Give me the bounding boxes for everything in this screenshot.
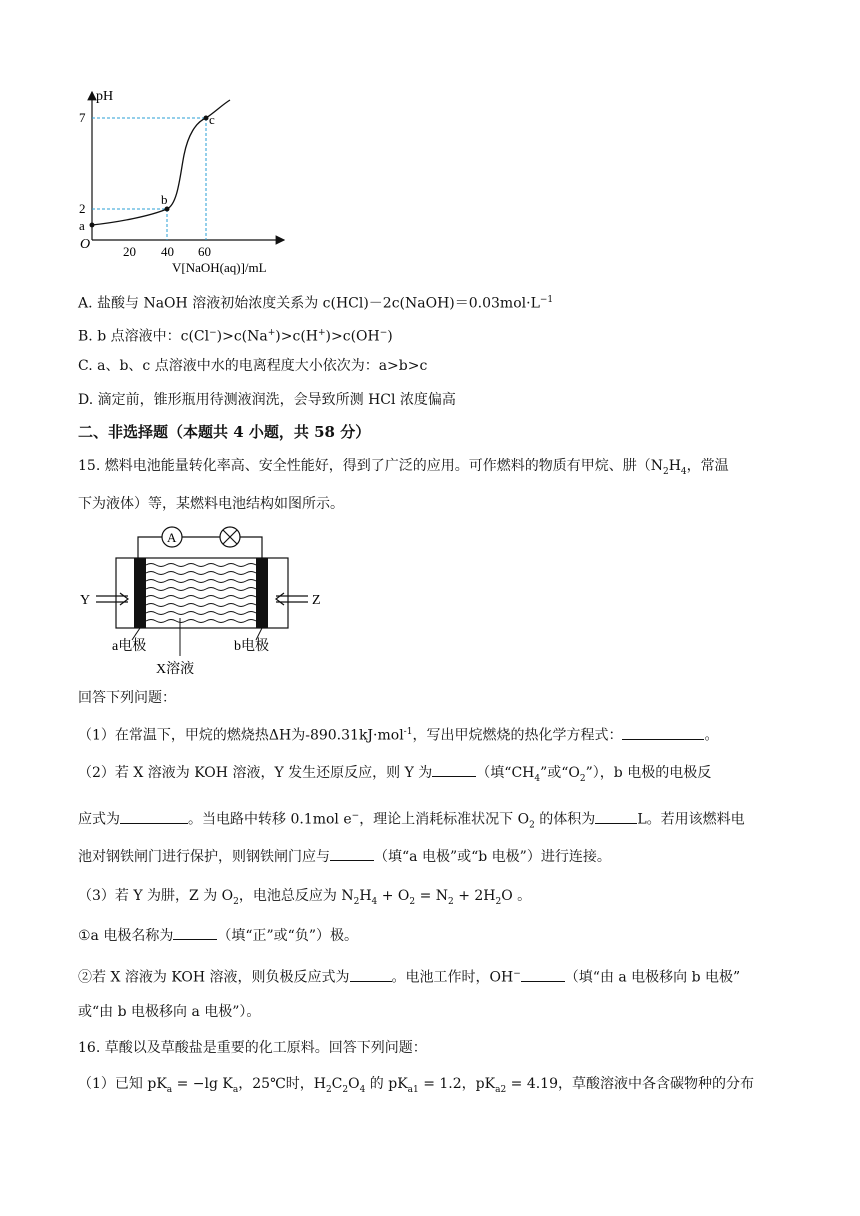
answer-blank-8[interactable] <box>521 967 565 982</box>
q15-part-2-cont2: 池对钢铁闸门进行保护，则钢铁闸门应与 （填“a 电极”或“b 电极”）进行连接。 <box>78 846 611 867</box>
answer-blank-4[interactable] <box>595 809 637 824</box>
x-tick-20: 20 <box>123 244 136 259</box>
answer-blank-5[interactable] <box>330 846 374 861</box>
y-tick-7: 7 <box>79 110 86 125</box>
q15-part-2-cont: 应式为 。当电路中转移 0.1mol e−，理论上消耗标准状况下 $O_2$ 的体积为 L。若用该燃料电 <box>78 806 745 835</box>
fuel-cell-diagram <box>76 522 336 680</box>
ammeter-label: A <box>167 530 177 545</box>
external-circuit-wire <box>138 537 262 558</box>
b-electrode-label: b电极 <box>234 639 269 654</box>
y-axis-label: pH <box>96 89 114 104</box>
q15-part-3-2: ②若 X 溶液为 KOH 溶液，则负极反应式为 。电池工作时，OH− （填“由 a 电极移向 b 电极” <box>78 964 740 988</box>
q15-part-3-1: ①a 电极名称为 （填“正”或“负”）极。 <box>78 925 358 946</box>
x-tick-40: 40 <box>161 244 174 259</box>
option-b: B. b 点溶液中：c(Cl−)>c(Na+)>c(H+)>c(OH−) <box>78 328 393 345</box>
point-a-label: a <box>79 218 85 233</box>
q15-part-2: （2）若 X 溶液为 KOH 溶液，Y 发生还原反应，则 Y 为 （填“$CH_4$”或“$O_2$”），b 电极的电极反 <box>78 762 711 789</box>
y-label: Y <box>80 593 91 608</box>
answer-blank-6[interactable] <box>173 925 217 940</box>
origin-label: O <box>80 237 91 252</box>
q15-part-3-2-cont: 或“由 b 电极移向 a 电极”）。 <box>78 1004 261 1020</box>
point-b <box>165 207 170 212</box>
section-2-title: 二、非选择题（本题共 4 小题，共 58 分） <box>78 423 371 441</box>
option-a: A. 盐酸与 NaOH 溶液初始浓度关系为 $c(HCl)-2c(NaOH)=0.03mol\cdot L^{-1}$ <box>78 295 554 312</box>
electrode-a <box>134 558 146 628</box>
z-label: Z <box>312 593 321 608</box>
q16-line-2: （1）已知 $pK_a = -\lg$ $K_a$，25℃时，$H_2C_2O_4$ 的 $pK_{a1} = 1.2$，$pK_{a2} = 4.19$，草酸溶液中各含碳物种的分布 <box>78 1076 754 1095</box>
q15-answer-prompt: 回答下列问题： <box>78 690 176 706</box>
option-d: D. 滴定前，锥形瓶用待测液润洗，会导致所测 HCl 浓度偏高 <box>78 392 456 408</box>
a-electrode-label: a电极 <box>112 639 147 654</box>
q16-line-1: 16. 草酸以及草酸盐是重要的化工原料。回答下列问题： <box>78 1040 427 1056</box>
x-tick-60: 60 <box>198 244 211 259</box>
option-c: C. a、b、c 点溶液中水的电离程度大小依次为：a>b>c <box>78 358 428 374</box>
answer-blank-3[interactable] <box>120 809 188 824</box>
y-tick-2: 2 <box>79 201 86 216</box>
point-c <box>204 116 209 121</box>
q15-part-1: （1）在常温下，甲烷的燃烧热ΔH为-890.31kJ·mol$^{-1}$，写出甲烷燃烧的热化学方程式： 。 <box>78 722 718 746</box>
answer-blank-2[interactable] <box>432 762 476 777</box>
titration-curve-graph <box>70 80 300 275</box>
x-solution-label: X溶液 <box>156 662 195 677</box>
point-a <box>90 223 95 228</box>
q15-line-1: 15. 燃料电池能量转化率高、安全性能好，得到了广泛的应用。可作燃料的物质有甲烷、肼（$N_2H_4$，常温 <box>78 458 729 477</box>
electrode-b <box>256 558 268 628</box>
q15-part-3: （3）若 Y 为肼，Z 为 $O_2$，电池总反应为 $N_2H_4 + O_2 = N_2 + 2H_2O$ 。 <box>78 888 532 907</box>
point-b-label: b <box>161 192 168 207</box>
point-c-label: c <box>209 112 215 127</box>
answer-blank-7[interactable] <box>350 967 392 982</box>
q15-line-2: 下为液体）等，某燃料电池结构如图所示。 <box>78 496 344 512</box>
answer-blank-1[interactable] <box>622 725 704 740</box>
x-axis-label: V[NaOH(aq)]/mL <box>172 260 267 275</box>
